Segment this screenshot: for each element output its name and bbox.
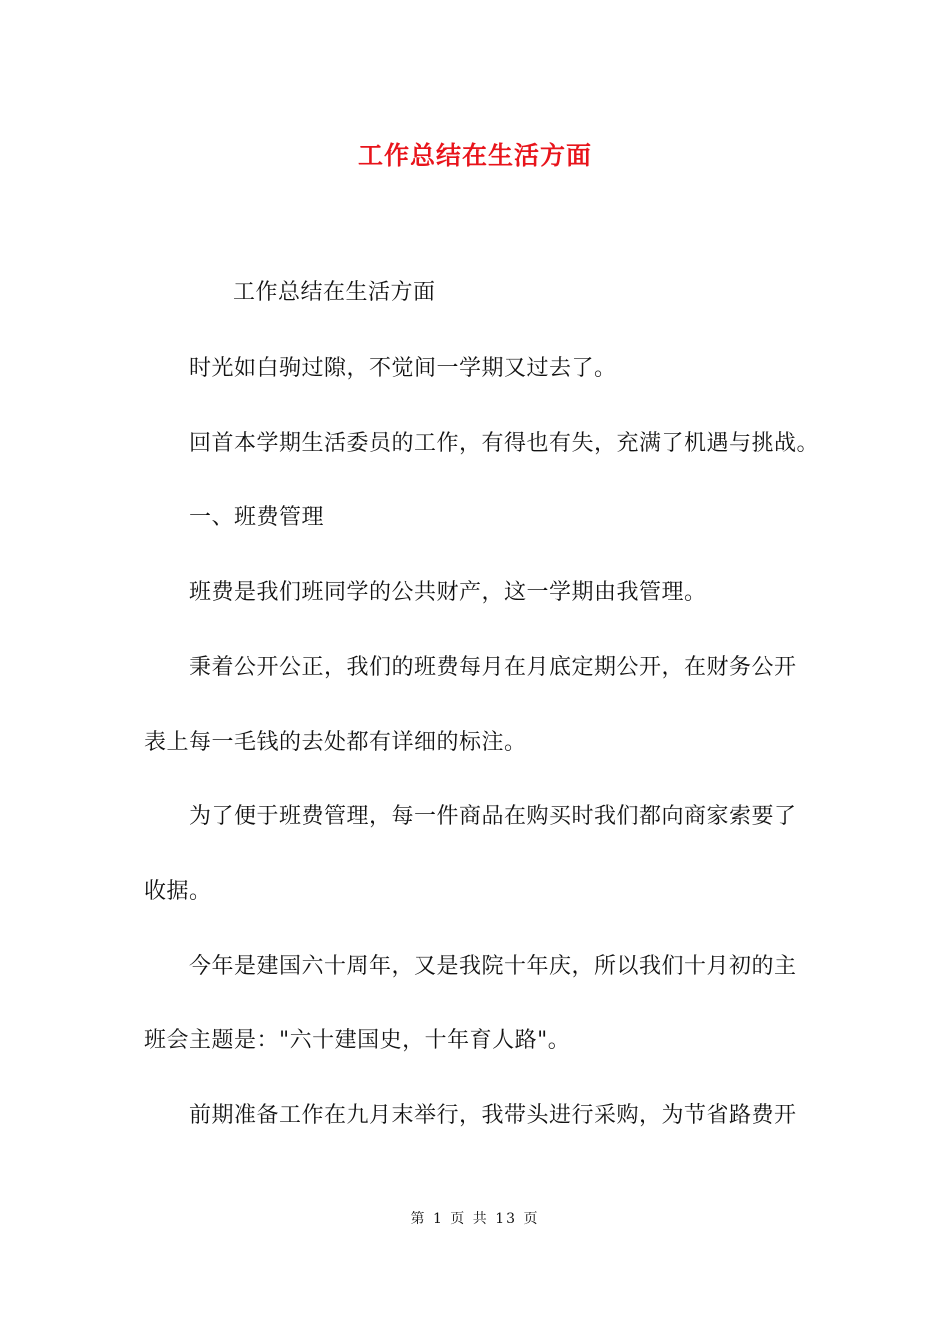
- body-line: 今年是建国六十周年，又是我院十年庆，所以我们十月初的主: [189, 954, 797, 979]
- document-title: 工作总结在生活方面: [357, 141, 592, 170]
- body-line: 班费是我们班同学的公共财产，这一学期由我管理。: [189, 580, 707, 605]
- body-line: 前期准备工作在九月末举行，我带头进行采购，为节省路费开: [189, 1103, 797, 1128]
- body-line: 时光如白驹过隙，不觉间一学期又过去了。: [189, 356, 617, 381]
- body-line: 表上每一毛钱的去处都有详细的标注。: [144, 730, 527, 755]
- body-line: 收据。: [144, 879, 212, 904]
- body-line: 为了便于班费管理，每一件商品在购买时我们都向商家索要了: [189, 804, 797, 829]
- body-line: 回首本学期生活委员的工作，有得也有失，充满了机遇与挑战。: [189, 431, 820, 456]
- body-line: 秉着公开公正，我们的班费每月在月底定期公开，在财务公开: [189, 655, 797, 680]
- page-number: 第 1 页 共 13 页: [410, 1211, 540, 1227]
- body-line: 班会主题是："六十建国史，十年育人路"。: [144, 1028, 571, 1053]
- body-line-subtitle: 工作总结在生活方面: [233, 280, 436, 305]
- section-heading: 一、班费管理: [189, 505, 325, 530]
